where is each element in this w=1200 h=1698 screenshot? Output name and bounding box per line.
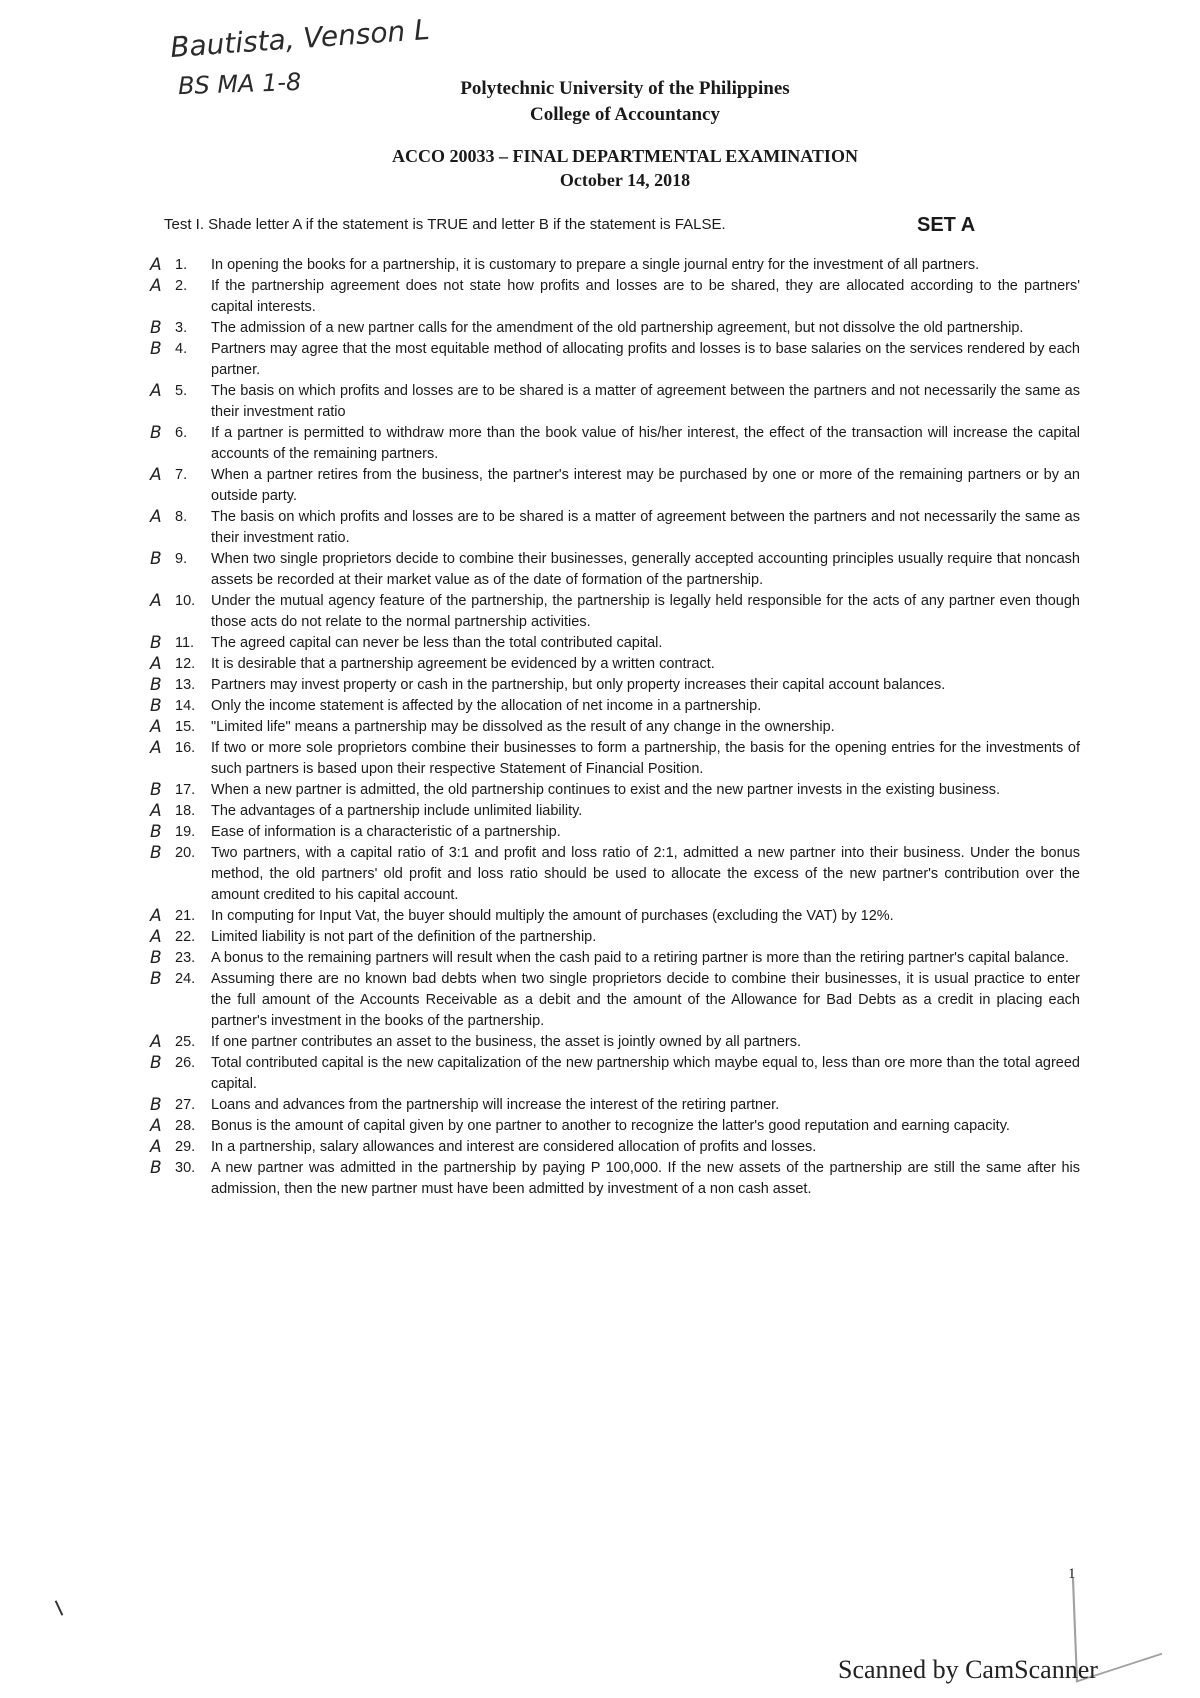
- question-number: 3.: [175, 320, 188, 336]
- question-item: [150, 822, 1080, 843]
- question-number: 20.: [175, 845, 196, 861]
- handwritten-answer: A: [150, 927, 162, 947]
- question-number: 18.: [175, 803, 196, 819]
- question-text: The admission of a new partner calls for the amendment of the old partnership agreement, but not dissolve the old partnership.: [211, 320, 1024, 336]
- question-item: [150, 1053, 1080, 1095]
- question-text: In a partnership, salary allowances and interest are considered allocation of profits and losses.: [211, 1139, 817, 1155]
- pen-mark: [55, 1600, 64, 1615]
- question-number: 15.: [175, 719, 196, 735]
- question-item: [150, 381, 1080, 423]
- handwritten-answer: B: [150, 423, 162, 443]
- question-number: 11.: [175, 635, 195, 651]
- question-item: [150, 906, 1080, 927]
- handwritten-answer: B: [150, 822, 162, 842]
- question-text: Loans and advances from the partnership will increase the interest of the retiring partner.: [211, 1097, 780, 1113]
- question-text: The basis on which profits and losses are to be shared is a matter of agreement between the partners and not necessarily the same as their investment ratio.: [211, 509, 1080, 546]
- question-number: 26.: [175, 1055, 196, 1071]
- handwritten-answer: A: [150, 1137, 162, 1157]
- college-name: College of Accountancy: [530, 104, 720, 125]
- question-item: [150, 843, 1080, 906]
- handwritten-answer: B: [150, 780, 162, 800]
- question-item: [150, 465, 1080, 507]
- question-text: When a partner retires from the business, the partner's interest may be purchased by one or more of the remaining partners or by an outside party.: [211, 467, 1080, 504]
- question-item: [150, 339, 1080, 381]
- question-number: 4.: [175, 341, 188, 357]
- scanner-watermark: Scanned by CamScanner: [838, 1655, 1098, 1684]
- question-item: [150, 717, 1080, 738]
- question-item: [150, 696, 1080, 717]
- handwritten-answer: A: [150, 507, 162, 527]
- question-text: If a partner is permitted to withdraw more than the book value of his/her interest, the effect of the transaction will increase the capital accounts of the remaining partners.: [211, 425, 1080, 462]
- question-number: 25.: [175, 1034, 196, 1050]
- question-number: 16.: [175, 740, 196, 756]
- question-item: [150, 507, 1080, 549]
- handwritten-answer: A: [150, 738, 162, 758]
- question-number: 22.: [175, 929, 196, 945]
- question-text: A new partner was admitted in the partnership by paying P 100,000. If the new assets of the partnership are still the same after his admission, then the new partner must have been admitted by investment of a non cash asset.: [211, 1160, 1080, 1197]
- question-text: Partners may invest property or cash in the partnership, but only property increases their capital account balances.: [211, 677, 946, 693]
- handwritten-answer: B: [150, 696, 162, 716]
- question-number: 29.: [175, 1139, 196, 1155]
- question-text: Under the mutual agency feature of the partnership, the partnership is legally held responsible for the acts of any partner even though those acts do not relate to the normal partnership activities.: [211, 593, 1080, 630]
- question-text: Two partners, with a capital ratio of 3:1 and profit and loss ratio of 2:1, admitted a new partner into their business. Under the bonus method, the old partners' old profit and loss ratio should be used to allocate the excess of the new partner's contribution over the amount credited to his capital account.: [211, 845, 1080, 903]
- question-item: [150, 969, 1080, 1032]
- handwritten-answer: B: [150, 339, 162, 359]
- handwritten-answer: A: [150, 717, 162, 737]
- question-number: 8.: [175, 509, 188, 525]
- question-text: In opening the books for a partnership, it is customary to prepare a single journal entry for the investment of all partners.: [211, 257, 980, 273]
- test-instructions: Test I. Shade letter A if the statement is TRUE and letter B if the statement is FALSE.: [164, 216, 726, 233]
- exam-title: ACCO 20033 – FINAL DEPARTMENTAL EXAMINATION: [392, 146, 858, 166]
- question-number: 28.: [175, 1118, 196, 1134]
- question-number: 12.: [175, 656, 196, 672]
- handwritten-answer: B: [150, 1095, 162, 1115]
- question-item: [150, 1158, 1080, 1200]
- question-number: 27.: [175, 1097, 196, 1113]
- question-item: [150, 654, 1080, 675]
- question-item: [150, 1032, 1080, 1053]
- question-number: 17.: [175, 782, 196, 798]
- handwritten-student-name: Bautista, Venson L: [169, 12, 431, 65]
- question-text: Bonus is the amount of capital given by one partner to another to recognize the latter's good reputation and earning capacity.: [211, 1118, 1010, 1134]
- question-number: 23.: [175, 950, 196, 966]
- question-text: Ease of information is a characteristic of a partnership.: [211, 824, 561, 840]
- question-text: In computing for Input Vat, the buyer should multiply the amount of purchases (excluding the VAT) by 12%.: [211, 908, 894, 924]
- question-item: [150, 801, 1080, 822]
- question-text: When a new partner is admitted, the old partnership continues to exist and the new partner invests in the existing business.: [211, 782, 1001, 798]
- question-item: [150, 927, 1080, 948]
- question-text: Total contributed capital is the new capitalization of the new partnership which maybe equal to, less than ore more than the total agreed capital.: [211, 1055, 1080, 1092]
- handwritten-answer: B: [150, 1158, 162, 1178]
- handwritten-answer: A: [150, 276, 162, 296]
- question-text: The advantages of a partnership include unlimited liability.: [211, 803, 583, 819]
- question-text: Assuming there are no known bad debts when two single proprietors decide to combine their businesses, it is usual practice to enter the full amount of the Accounts Receivable as a debit and the amount of the Allowance for Bad Debts as a credit in placing each partner's investment in the books of the partnership.: [211, 971, 1080, 1029]
- question-item: [150, 780, 1080, 801]
- question-item: [150, 738, 1080, 780]
- handwritten-section: BS MA 1-8: [177, 67, 302, 101]
- question-item: [150, 318, 1080, 339]
- question-text: Partners may agree that the most equitable method of allocating profits and losses is to base salaries on the services rendered by each partner.: [211, 341, 1080, 378]
- question-item: [150, 423, 1080, 465]
- handwritten-answer: A: [150, 465, 162, 485]
- question-number: 21.: [175, 908, 196, 924]
- question-text: If the partnership agreement does not state how profits and losses are to be shared, they are allocated according to the partners' capital interests.: [211, 278, 1080, 315]
- page-number: 1: [1068, 1566, 1076, 1582]
- question-text: Limited liability is not part of the definition of the partnership.: [211, 929, 597, 945]
- handwritten-answer: B: [150, 969, 162, 989]
- question-number: 6.: [175, 425, 188, 441]
- question-item: [150, 675, 1080, 696]
- question-item: [150, 276, 1080, 318]
- handwritten-answer: B: [150, 549, 162, 569]
- question-number: 19.: [175, 824, 196, 840]
- question-item: [150, 1116, 1080, 1137]
- question-text: Only the income statement is affected by the allocation of net income in a partnership.: [211, 698, 762, 714]
- handwritten-answer: A: [150, 906, 162, 926]
- handwritten-answer: B: [150, 1053, 162, 1073]
- question-number: 30.: [175, 1160, 196, 1176]
- question-item: [150, 633, 1080, 654]
- question-number: 13.: [175, 677, 196, 693]
- set-label: SET A: [917, 214, 976, 236]
- university-name: Polytechnic University of the Philippines: [460, 78, 790, 99]
- question-number: 1.: [175, 257, 188, 273]
- question-text: The basis on which profits and losses are to be shared is a matter of agreement between the partners and not necessarily the same as their investment ratio: [211, 383, 1080, 420]
- question-item: [150, 948, 1080, 969]
- handwritten-answer: B: [150, 633, 162, 653]
- handwritten-answer: A: [150, 255, 162, 275]
- question-item: [150, 1095, 1080, 1116]
- question-item: [150, 549, 1080, 591]
- question-number: 14.: [175, 698, 196, 714]
- question-number: 5.: [175, 383, 188, 399]
- question-number: 24.: [175, 971, 196, 987]
- question-text: "Limited life" means a partnership may be dissolved as the result of any change in the ownership.: [211, 719, 835, 735]
- question-text: If one partner contributes an asset to the business, the asset is jointly owned by all partners.: [211, 1034, 801, 1050]
- handwritten-answer: A: [150, 801, 162, 821]
- question-text: The agreed capital can never be less than the total contributed capital.: [211, 635, 663, 651]
- handwritten-answer: A: [150, 591, 162, 611]
- question-number: 10.: [175, 593, 196, 609]
- question-number: 9.: [175, 551, 188, 567]
- handwritten-answer: A: [150, 654, 162, 674]
- handwritten-answer: A: [150, 1032, 162, 1052]
- question-text: When two single proprietors decide to combine their businesses, generally accepted accounting principles usually require that noncash assets be recorded at their market value as of the date of formation of the partnership.: [211, 551, 1080, 588]
- handwritten-answer: A: [150, 1116, 162, 1136]
- handwritten-answer: B: [150, 948, 162, 968]
- question-list: [150, 255, 1080, 1200]
- handwritten-answer: A: [150, 381, 162, 401]
- exam-date: October 14, 2018: [559, 170, 691, 190]
- question-item: [150, 591, 1080, 633]
- question-text: If two or more sole proprietors combine their businesses to form a partnership, the basis for the opening entries for the investments of such partners is based upon their respective Statement of Financial Position.: [211, 740, 1080, 777]
- question-number: 2.: [175, 278, 188, 294]
- question-item: [150, 1137, 1080, 1158]
- question-text: A bonus to the remaining partners will result when the cash paid to a retiring partner is more than the retiring partner's capital balance.: [211, 950, 1069, 966]
- handwritten-answer: B: [150, 318, 162, 338]
- question-number: 7.: [175, 467, 188, 483]
- handwritten-answer: B: [150, 675, 162, 695]
- handwritten-answer: B: [150, 843, 162, 863]
- question-item: [150, 255, 1080, 276]
- question-text: It is desirable that a partnership agreement be evidenced by a written contract.: [211, 656, 715, 672]
